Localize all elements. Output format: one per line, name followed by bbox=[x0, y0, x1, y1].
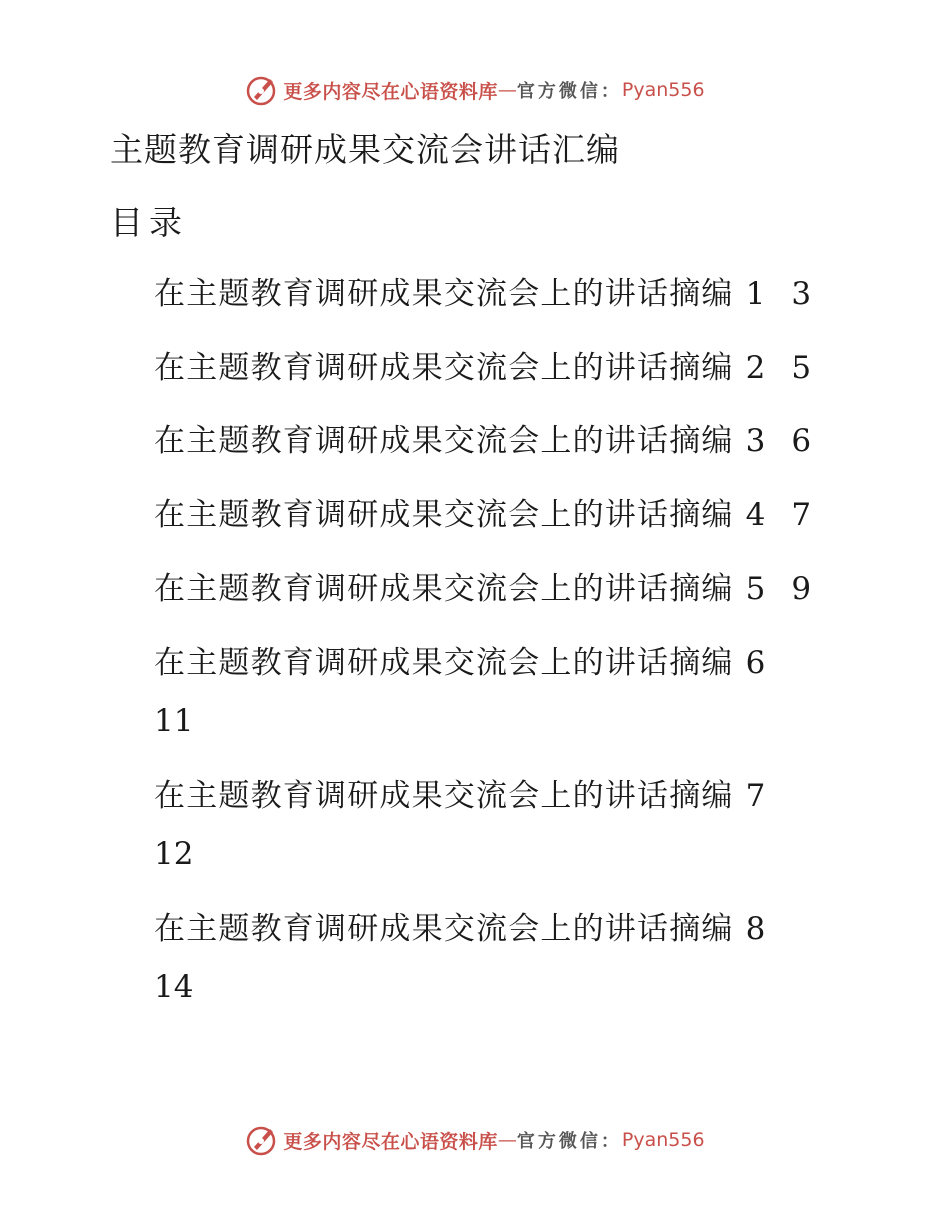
header-banner bbox=[0, 70, 950, 110]
toc-heading: 目录 bbox=[110, 203, 188, 242]
toc-entry-title: 在主题教育调研成果交流会上的讲话摘编 bbox=[154, 276, 734, 312]
quill-pen-logo-icon bbox=[245, 73, 279, 107]
banner-official-label: 官方微信： bbox=[516, 1131, 622, 1152]
toc-entry-number: 2 bbox=[745, 350, 766, 386]
banner-separator: — bbox=[497, 79, 517, 101]
toc-entry-title: 在主题教育调研成果交流会上的讲话摘编 bbox=[154, 571, 734, 607]
quill-pen-logo-icon bbox=[245, 1123, 279, 1157]
toc-entry[interactable] bbox=[154, 339, 854, 397]
toc-entry-title: 在主题教育调研成果交流会上的讲话摘编 bbox=[154, 423, 734, 459]
banner-separator: — bbox=[497, 1129, 517, 1151]
banner-wechat-id: Pyan556 bbox=[621, 79, 705, 101]
document-title: 主题教育调研成果交流会讲话汇编 bbox=[110, 130, 620, 169]
toc-entry[interactable] bbox=[154, 486, 854, 544]
toc-entry-page: 11 bbox=[154, 703, 194, 739]
toc-entry-title: 在主题教育调研成果交流会上的讲话摘编 bbox=[154, 497, 734, 533]
banner-official-label: 官方微信： bbox=[516, 81, 622, 102]
toc-entry-title: 在主题教育调研成果交流会上的讲话摘编 bbox=[154, 911, 734, 947]
toc-entry[interactable] bbox=[154, 265, 854, 323]
toc-entry-number: 4 bbox=[745, 497, 766, 533]
toc-entry-title: 在主题教育调研成果交流会上的讲话摘编 bbox=[154, 645, 734, 681]
toc-entry-number: 5 bbox=[745, 571, 766, 607]
toc-entry-number: 6 bbox=[745, 645, 766, 681]
toc-entry-page: 9 bbox=[791, 571, 812, 607]
banner-wechat-id: Pyan556 bbox=[621, 1129, 705, 1151]
toc-entry-number: 7 bbox=[745, 778, 766, 814]
toc-entry-page: 5 bbox=[791, 350, 812, 386]
toc-entry[interactable] bbox=[154, 900, 854, 1016]
toc-entry-number: 1 bbox=[745, 276, 766, 312]
banner-text: 更多内容尽在心语资料库 bbox=[283, 1130, 498, 1153]
toc-entry-number: 8 bbox=[745, 911, 766, 947]
toc-entry-title: 在主题教育调研成果交流会上的讲话摘编 bbox=[154, 350, 734, 386]
toc-entry-number: 3 bbox=[745, 423, 766, 459]
toc-entry[interactable] bbox=[154, 634, 854, 750]
banner-text: 更多内容尽在心语资料库 bbox=[283, 80, 498, 103]
toc-entry-page: 14 bbox=[154, 969, 194, 1005]
toc-entry-title: 在主题教育调研成果交流会上的讲话摘编 bbox=[154, 778, 734, 814]
toc-entry-page: 3 bbox=[791, 276, 812, 312]
toc-entry[interactable] bbox=[154, 767, 854, 883]
toc-entry-page: 12 bbox=[154, 836, 194, 872]
toc-entry[interactable] bbox=[154, 560, 854, 618]
toc-entry-page: 6 bbox=[791, 423, 812, 459]
footer-banner bbox=[0, 1120, 950, 1160]
toc-entry-page: 7 bbox=[791, 497, 812, 533]
toc-entry[interactable] bbox=[154, 412, 854, 470]
